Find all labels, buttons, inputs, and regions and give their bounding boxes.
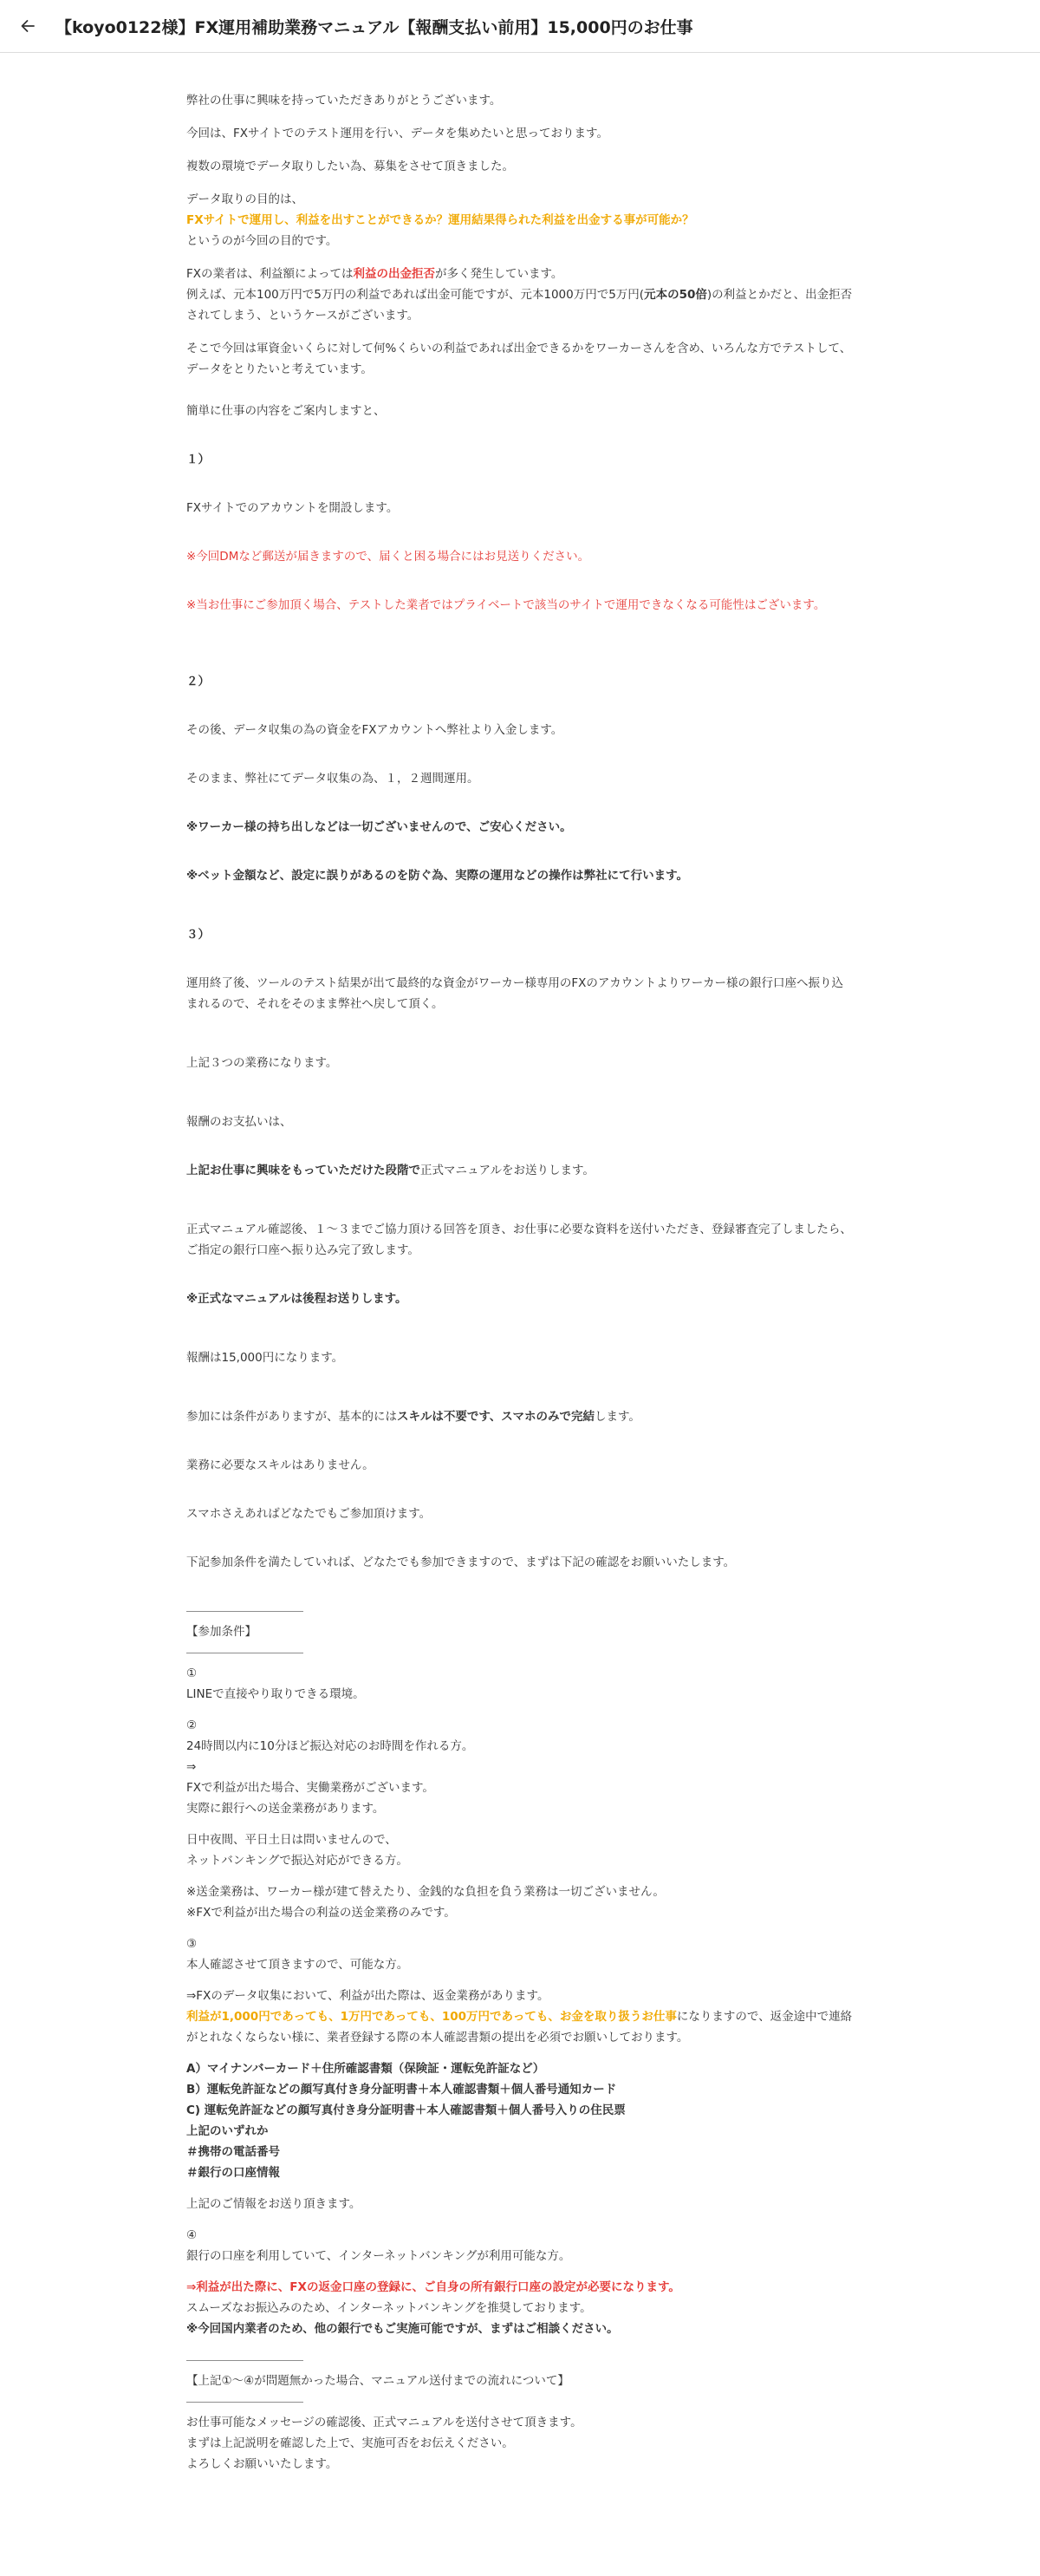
section-heading: １） [186,453,210,466]
warning-text: ※当お仕事にご参加頂く場合、テストした業者ではプライベートで該当のサイトで運用できなくなる可能性はございます。 [186,598,826,612]
back-button[interactable] [10,9,45,43]
condition-text: ※FXで利益が出た場合の利益の送金業務のみです。 [186,1906,456,1920]
app-header [0,0,1040,53]
condition-text: ネットバンキングで振込対応ができる方。 [186,1854,408,1868]
paragraph: 例えば、元本100万円で5万円の利益であれば出金可能ですが、元本1000万円で5万円(元本の50倍)の利益とかだと、出金拒否されてしまう、というケースがございます。 [186,288,853,323]
note-text: ※正式なマニュアルは後程お送りします。 [186,1292,407,1306]
paragraph: そこで今回は軍資金いくらに対して何%くらいの利益であれば出金できるかをワーカーさんを含め、いろんな方でテストして、データをとりたいと考えています。 [186,342,852,376]
document-option: A）マイナンバーカード＋住所確認書類（保険証・運転免許証など） [186,2062,545,2076]
condition-text: 実際に銀行への送金業務があります。 [186,1802,385,1816]
paragraph: 参加には条件がありますが、基本的にはスキルは不要です、スマホのみで完結します。 [186,1410,640,1424]
paragraph: 上記お仕事に興味をもっていただけた段階で正式マニュアルをお送りします。 [186,1164,595,1177]
paragraph: 運用終了後、ツールのテスト結果が出て最終的な資金がワーカー様専用のFXのアカウントよりワーカー様の銀行口座へ振り込まれるので、それをそのまま弊社へ戻して頂く。 [186,976,844,1011]
condition-number: ③ [186,1937,198,1951]
paragraph: その後、データ収集の為の資金をFXアカウントへ弊社より入金します。 [186,723,563,737]
paragraph: スマホさえあればどなたでもご参加頂けます。 [186,1507,432,1521]
flow-title: 【上記①〜④が問題無かった場合、マニュアル送付までの流れについて】 [186,2374,569,2388]
warning-text: ※今回DMなど郵送が届きますので、届くと困る場合にはお見送りください。 [186,550,590,564]
condition-text: ⇒FXのデータ収集において、利益が出た際は、返金業務があります。 [186,1989,549,2003]
document-option: ＃銀行の口座情報 [186,2166,280,2180]
condition-text: FXで利益が出た場合、実働業務がございます。 [186,1781,434,1795]
section-heading: ２） [186,675,210,688]
paragraph: というのが今回の目的です。 [186,234,338,248]
flow-text: よろしくお願いいたします。 [186,2457,338,2471]
condition-text: LINEで直接やり取りできる環境。 [186,1687,365,1701]
condition-text: ⇒ [186,1760,197,1774]
condition-number: ④ [186,2228,198,2242]
paragraph: FXの業者は、利益額によっては利益の出金拒否が多く発生しています。 [186,267,563,281]
paragraph: 下記参加条件を満たしていれば、どなたでも参加できますので、まずは下記の確認をお願いいたします。 [186,1555,736,1569]
page-title: 【koyo0122様】FX運用補助業務マニュアル【報酬支払い前用】15,000円のお仕事 [55,17,693,37]
document-option: B）運転免許証などの顔写真付き身分証明書＋本人確認書類＋個人番号通知カード [186,2083,617,2097]
condition-number: ① [186,1666,198,1680]
divider: ―――――――――― [186,1646,303,1660]
paragraph: そのまま、弊社にてデータ収集の為、１，２週間運用。 [186,772,479,786]
condition-text: 上記のご情報をお送り頂きます。 [186,2197,361,2211]
condition-text: 本人確認させて頂きますので、可能な方。 [186,1958,409,1972]
arrow-left-icon [19,17,36,35]
document-option: 上記のいずれか [186,2124,269,2138]
paragraph: 今回は、FXサイトでのテスト運用を行い、データを集めたいと思っております。 [186,127,608,140]
flow-text: まずは上記説明を確認した上で、実施可否をお伝えください。 [186,2436,514,2450]
note-text: ※ベット金額など、設定に誤りがあるのを防ぐ為、実際の運用などの操作は弊社にて行います。 [186,869,689,883]
condition-number: ② [186,1718,198,1732]
paragraph: 上記３つの業務になります。 [186,1056,338,1070]
condition-text: ※送金業務は、ワーカー様が建て替えたり、金銭的な負担を負う業務は一切ございません。 [186,1885,665,1899]
highlight-text: FXサイトで運用し、利益を出すことができるか？運用結果得られた利益を出金する事が可能か？ [186,213,694,227]
condition-text: スムーズなお振込みのため、インターネットバンキングを推奨しております。 [186,2301,592,2315]
paragraph: 弊社の仕事に興味を持っていただきありがとうございます。 [186,94,502,108]
condition-text: 24時間以内に10分ほど振込対応のお時間を作れる方。 [186,1739,474,1753]
condition-text: 日中夜間、平日土日は問いませんので、 [186,1833,397,1847]
paragraph: データ取りの目的は、 [186,192,303,206]
paragraph: 複数の環境でデータ取りしたい為、募集をさせて頂きました。 [186,160,514,173]
paragraph: 正式マニュアル確認後、１〜３までご協力頂ける回答を頂き、お仕事に必要な資料を送付いただき、登録審査完了しましたら、ご指定の銀行口座へ振り込み完了致します。 [186,1223,852,1257]
condition-text: 銀行の口座を利用していて、インターネットバンキングが利用可能な方。 [186,2249,571,2263]
manual-body [186,90,854,2475]
divider: ―――――――――― [186,2353,303,2367]
paragraph: 業務に必要なスキルはありません。 [186,1458,374,1472]
highlight-text: 利益の出金拒否 [353,267,436,281]
section-heading: ３） [186,928,210,942]
paragraph: 報酬のお支払いは、 [186,1115,292,1129]
divider: ―――――――――― [186,2395,303,2409]
condition-text: 利益が1,000円であっても、1万円であっても、100万円であっても、お金を取り扱うお仕事になりますので、返金途中で連絡がとれなくならない様に、業者登録する際の本人確認書類の提出を必須でお願いしております。 [186,2010,853,2044]
paragraph: FXサイトでのアカウントを開設します。 [186,501,399,515]
warning-text: ⇒利益が出た際に、FXの返金口座の登録に、ご自身の所有銀行口座の設定が必要になります。 [186,2280,680,2294]
paragraph: 報酬は15,000円になります。 [186,1351,344,1365]
paragraph: 簡単に仕事の内容をご案内しますと、 [186,404,386,418]
conditions-title: 【参加条件】 [186,1625,257,1639]
note-text: ※今回国内業者のため、他の銀行でもご実施可能ですが、まずはご相談ください。 [186,2322,619,2336]
divider: ―――――――――― [186,1604,303,1618]
document-option: C) 運転免許証などの顔写真付き身分証明書＋本人確認書類＋個人番号入りの住民票 [186,2103,626,2117]
document-option: ＃携帯の電話番号 [186,2145,280,2159]
note-text: ※ワーカー様の持ち出しなどは一切ございませんので、ご安心ください。 [186,820,572,834]
flow-text: お仕事可能なメッセージの確認後、正式マニュアルを送付させて頂きます。 [186,2416,582,2429]
